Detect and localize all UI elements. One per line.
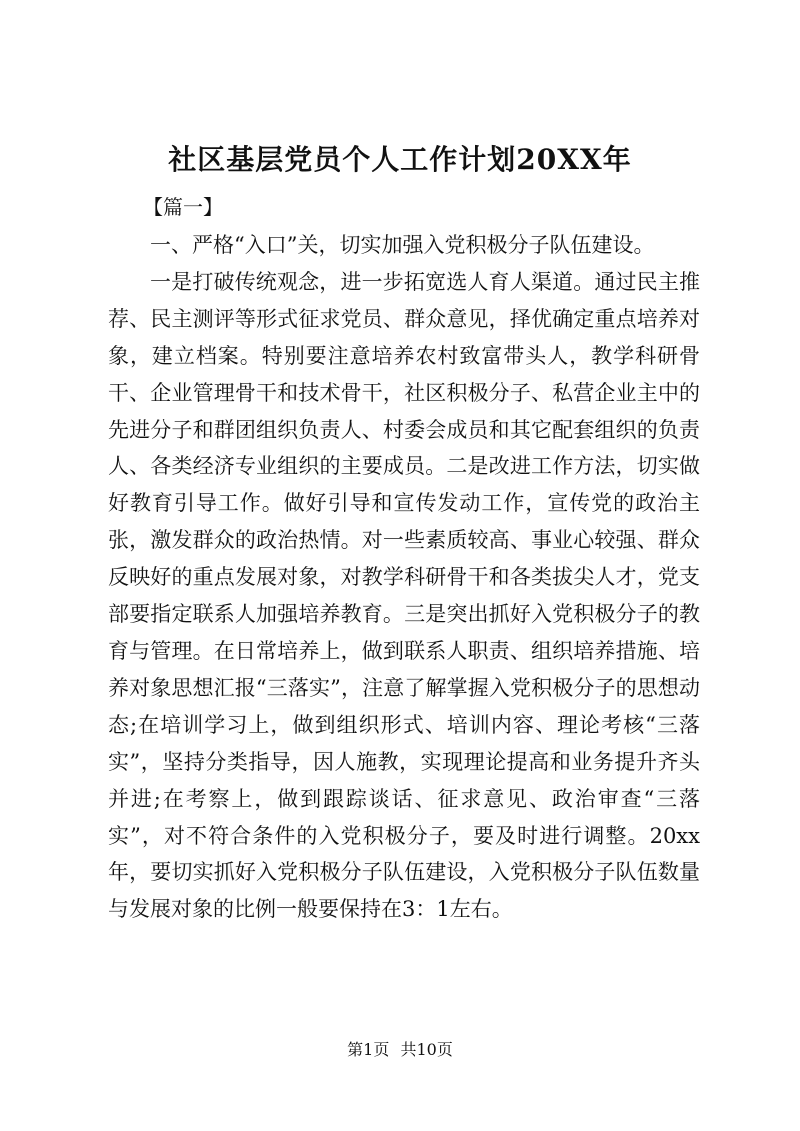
document-body bbox=[108, 227, 700, 928]
section-tag: 【篇一】 bbox=[143, 195, 223, 219]
page-footer bbox=[0, 1038, 800, 1062]
paragraph-heading: 一、严格“入口”关，切实加强入党积极分子队伍建设。 bbox=[150, 233, 655, 257]
document-title: 社区基层党员个人工作计划20XX年 bbox=[168, 143, 632, 176]
page-number: 第1页 bbox=[347, 1040, 390, 1059]
paragraph-body: 一是打破传统观念，进一步拓宽选人育人渠道。通过民主推荐、民主测评等形式征求党员、群众意见，择优确定重点培养对象，建立档案。特别要注意培养农村致富带头人，教学科研骨干、企业管理骨干和技术骨干，社区积极分子、私营企业主中的先进分子和群团组织负责人、村委会成员和其它配套组织的负责人、各类经济专业组织的主要成员。二是改进工作方法，切实做好教育引导工作。做好引导和宣传发动工作，宣传党的政治主张，激发群众的政治热情。对一些素质较高、事业心较强、群众反映好的重点发展对象，对教学科研骨干和各类拔尖人才，党支部要指定联系人加强培养教育。三是突出抓好入党积极分子的教育与管理。在日常培养上，做到联系人职责、组织培养措施、培养对象思想汇报“三落实”，注意了解掌握入党积极分子的思想动态;在培训学习上，做到组织形式、培训内容、理论考核“三落实”，坚持分类指导，因人施教，实现理论提高和业务提升齐头并进;在考察上，做到跟踪谈话、征求意见、政治审查“三落实”，对不符合条件的入党积极分子，要及时进行调整。20xx年，要切实抓好入党积极分子队伍建设，入党积极分子队伍数量与发展对象的比例一般要保持在3：1左右。 bbox=[108, 269, 700, 922]
page-total: 共10页 bbox=[400, 1040, 453, 1059]
